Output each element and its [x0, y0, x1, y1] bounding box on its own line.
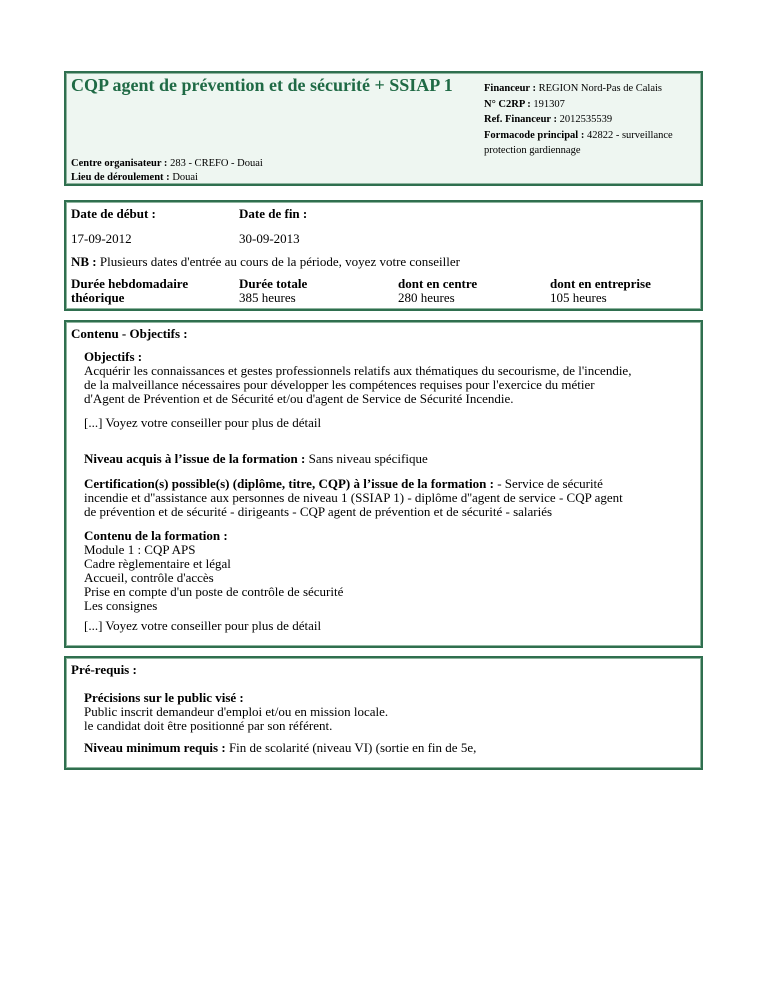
duree-totale-label: Durée totale: [239, 276, 308, 291]
formacode-value-cont: protection gardiennage: [484, 145, 581, 156]
ref-financeur-label: Ref. Financeur :: [484, 114, 558, 125]
date-fin-value: 30-09-2013: [239, 231, 300, 246]
certification-line: incendie et d''assistance aux personnes de niveau 1 (SSIAP 1) - diplôme d''agent de service - CQP agent: [84, 490, 623, 505]
module-line: Accueil, contrôle d'accès: [84, 570, 214, 585]
dates-section: [64, 200, 703, 311]
date-fin-label: Date de fin :: [239, 206, 308, 221]
objectifs-block: [84, 350, 696, 406]
certification-line: de prévention et de sécurité - dirigeants - CQP agent de prévention et de sécurité - salariés: [84, 504, 553, 519]
contenu-formation-block: [84, 529, 696, 613]
public-label: Précisions sur le public visé :: [84, 690, 244, 705]
nb-label: NB :: [71, 254, 97, 269]
contenu-section: [64, 320, 703, 648]
organizer-info: [71, 157, 263, 185]
financeur-value: REGION Nord-Pas de Calais: [538, 83, 662, 94]
niveau-minimum: [84, 741, 696, 755]
objectifs-label: Objectifs :: [84, 349, 143, 364]
prerequis-title: Pré-requis :: [71, 662, 137, 677]
duree-entreprise-value: 105 heures: [550, 290, 607, 305]
date-debut-value: 17-09-2012: [71, 231, 132, 246]
duree-totale-value: 385 heures: [239, 290, 296, 305]
contenu-title: Contenu - Objectifs :: [71, 326, 188, 341]
certification-text: - Service de sécurité: [493, 476, 603, 491]
module-line: Module 1 : CQP APS: [84, 542, 196, 557]
module-line: Cadre règlementaire et légal: [84, 556, 231, 571]
module-line: Les consignes: [84, 598, 158, 613]
objectifs-line: Acquérir les connaissances et gestes professionnels relatifs aux thématiques du secourisme, de l'incendie,: [84, 363, 632, 378]
nb-text: Plusieurs dates d'entrée au cours de la période, voyez votre conseiller: [99, 254, 460, 269]
public-block: [84, 691, 696, 733]
duree-centre-label: dont en centre: [398, 276, 478, 291]
formacode-label: Formacode principal :: [484, 129, 585, 141]
duree-centre-value: 280 heures: [398, 290, 455, 305]
certification-block: [84, 477, 696, 519]
funding-info: [484, 81, 673, 159]
public-line: le candidat doit être positionné par son référent.: [84, 718, 333, 733]
public-line: Public inscrit demandeur d'emploi et/ou en mission locale.: [84, 704, 389, 719]
lieu-label: Lieu de déroulement :: [71, 172, 170, 183]
training-header: [64, 71, 703, 186]
ref-financeur-value: 2012535539: [559, 114, 613, 125]
duree-entreprise-label: dont en entreprise: [550, 276, 651, 291]
niveau-acquis-value: Sans niveau spécifique: [308, 451, 428, 466]
objectifs-line: d'Agent de Prévention et de Sécurité et/ou d'agent de Service de Sécurité Incendie.: [84, 391, 514, 406]
niveau-acquis: [84, 452, 696, 466]
module-line: Prise en compte d'un poste de contrôle de sécurité: [84, 584, 344, 599]
lieu-value: Douai: [172, 172, 198, 183]
centre-label: Centre organisateur :: [71, 158, 168, 169]
niveau-minimum-value: Fin de scolarité (niveau VI) (sortie en fin de 5e,: [228, 740, 477, 755]
duree-hebdo-label-cont: théorique: [71, 290, 125, 305]
niveau-minimum-label: Niveau minimum requis :: [84, 740, 226, 755]
certification-label: Certification(s) possible(s) (diplôme, titre, CQP) à l’issue de la formation :: [84, 476, 494, 491]
formacode-value: 42822 - surveillance: [586, 129, 673, 141]
centre-value: 283 - CREFO - Douai: [170, 158, 263, 169]
c2rp-value: 191307: [533, 98, 565, 110]
c2rp-label: N° C2RP :: [484, 98, 531, 110]
niveau-acquis-label: Niveau acquis à l’issue de la formation :: [84, 451, 306, 466]
financeur-label: Financeur :: [484, 83, 537, 94]
contenu-formation-label: Contenu de la formation :: [84, 528, 228, 543]
more-detail-2: [...] Voyez votre conseiller pour plus de détail: [84, 618, 322, 633]
training-title: CQP agent de prévention et de sécurité + SSIAP 1: [71, 75, 453, 95]
prerequis-section: [64, 656, 703, 770]
objectifs-line: de la malveillance nécessaires pour développer les compétences requises pour l'exercice du métier: [84, 377, 595, 392]
more-detail-1: [...] Voyez votre conseiller pour plus de détail: [84, 415, 322, 430]
duree-hebdo-label: Durée hebdomadaire: [71, 276, 189, 291]
date-debut-label: Date de début :: [71, 206, 156, 221]
